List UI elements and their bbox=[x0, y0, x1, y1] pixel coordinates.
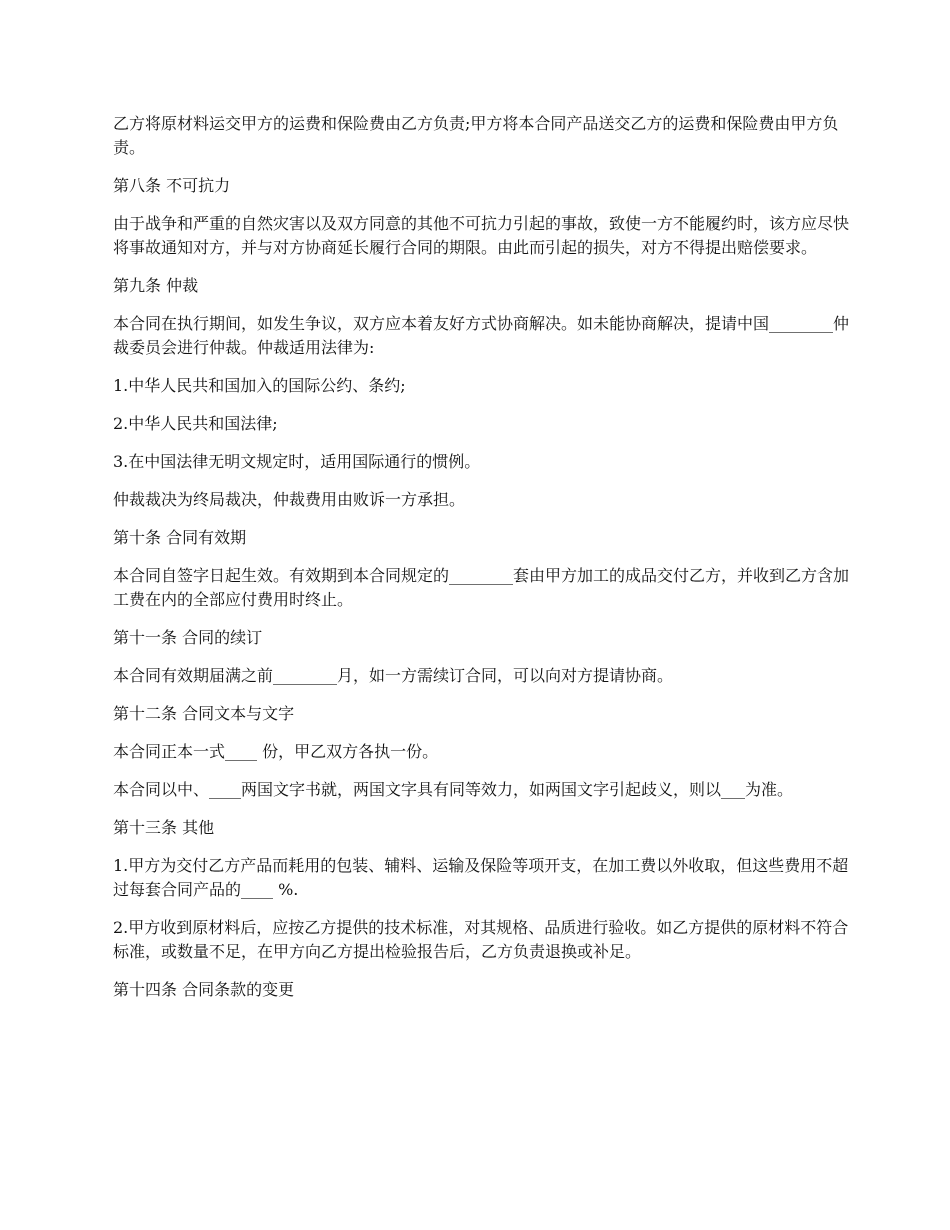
list-item-prc-law: 2.中华人民共和国法律; bbox=[113, 414, 278, 433]
list-item-intl-practice: 3.在中国法律无明文规定时，适用国际通行的惯例。 bbox=[113, 452, 481, 471]
heading-article-10: 第十条 合同有效期 bbox=[113, 528, 247, 547]
heading-article-14: 第十四条 合同条款的变更 bbox=[113, 980, 295, 999]
paragraph-copies: 本合同正本一式____ 份，甲乙双方各执一份。 bbox=[113, 742, 439, 761]
heading-article-11: 第十一条 合同的续订 bbox=[113, 628, 263, 647]
paragraph-force-majeure: 由于战争和严重的自然灾害以及双方同意的其他不可抗力引起的事故，致使一方不能履约时，该方应尽快将事故通知对方，并与对方协商延长履行合同的期限。由此而引起的损失，对方不得提出赔偿要求。 bbox=[113, 214, 850, 257]
heading-article-12: 第十二条 合同文本与文字 bbox=[113, 704, 295, 723]
paragraph-arbitration: 本合同在执行期间，如发生争议，双方应本着友好方式协商解决。如未能协商解决，提请中国________仲裁委员会进行仲裁。仲裁适用法律为: bbox=[113, 314, 850, 357]
document-page bbox=[113, 112, 853, 1016]
paragraph-transport-costs: 乙方将原材料运交甲方的运费和保险费由乙方负责;甲方将本合同产品送交乙方的运费和保险费由甲方负责。 bbox=[113, 114, 839, 157]
heading-article-8: 第八条 不可抗力 bbox=[113, 176, 231, 195]
paragraph-renewal: 本合同有效期届满之前________月，如一方需续订合同，可以向对方提请协商。 bbox=[113, 666, 674, 685]
list-item-intl-conventions: 1.中华人民共和国加入的国际公约、条约; bbox=[113, 376, 406, 395]
paragraph-languages: 本合同以中、____两国文字书就，两国文字具有同等效力，如两国文字引起歧义，则以___为准。 bbox=[113, 780, 794, 799]
list-item-packaging-costs: 1.甲方为交付乙方产品而耗用的包装、辅料、运输及保险等项开支，在加工费以外收取，但这些费用不超过每套合同产品的____ %. bbox=[113, 856, 849, 899]
paragraph-validity-period: 本合同自签字日起生效。有效期到本合同规定的________套由甲方加工的成品交付乙方，并收到乙方含加工费在内的全部应付费用时终止。 bbox=[113, 566, 850, 609]
list-item-material-inspection: 2.甲方收到原材料后，应按乙方提供的技术标准，对其规格、品质进行验收。如乙方提供的原材料不符合标准，或数量不足，在甲方向乙方提出检验报告后，乙方负责退换或补足。 bbox=[113, 918, 849, 961]
paragraph-arbitration-final: 仲裁裁决为终局裁决，仲裁费用由败诉一方承担。 bbox=[113, 490, 466, 509]
heading-article-13: 第十三条 其他 bbox=[113, 818, 215, 837]
heading-article-9: 第九条 仲裁 bbox=[113, 276, 199, 295]
